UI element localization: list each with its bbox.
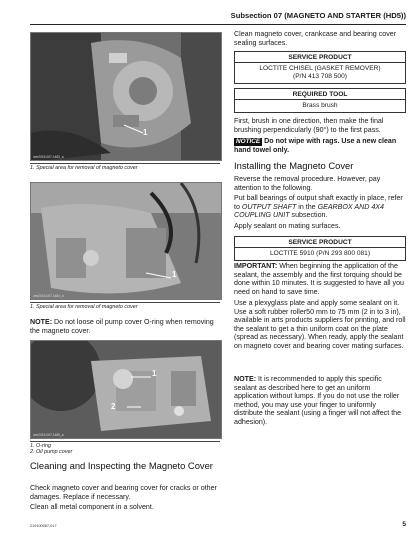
figure-3-callout-2: 2 [111, 402, 116, 411]
right-note-text: It is recommended to apply this specific sealant as described here to get an uniform application without lumps. If you do not use the roller method, you may use your finger to uniformly distribute the sealant (using a finger will not affect the adhesion). [234, 375, 402, 426]
left-note [30, 318, 222, 335]
page-header: Subsection 07 (MAGNETO AND STARTER (HD5)) [230, 11, 406, 20]
table-3-header: SERVICE PRODUCT [235, 237, 405, 248]
required-tool-table [234, 88, 406, 113]
cleaning-p1: Check magneto cover and bearing cover for cracks or other damages. Replace if necessary. [30, 484, 217, 501]
table-1-row-1: LOCTITE CHISEL (GASKET REMOVER) [259, 65, 381, 72]
table-1-row [235, 63, 405, 83]
figure-1-caption: 1. Special area for removal of magneto cover [30, 165, 138, 171]
figure-2-id: vmr2015-007-1484_a [33, 294, 64, 298]
table-2-row-1: Brass brush [302, 102, 338, 109]
notice-badge: NOTICE [236, 138, 261, 145]
pull-text-e: subsection. [289, 211, 328, 220]
plexyglass-text: Use a plexyglass plate and apply some sealant on it. Use a soft rubber roller50 mm to 75 mm (2 in to 3 in), available in arts products suppliers for printing, and roll the sealant to get a thin uniform coat on the plate (spread as necessary). When ready, apply the sealant on magneto cover and bearing cover mating surfaces. [234, 299, 406, 350]
output-shaft-link[interactable]: OUTPUT SHAFT [241, 202, 297, 211]
table-1-header: SERVICE PRODUCT [235, 52, 405, 63]
service-product-table-2 [234, 236, 406, 261]
important-body: When beginning the application of the sealant, the assembly and the first torquing should be done within 10 minutes. It is suggested to have all you need on hand to save time. [234, 262, 404, 296]
notice-text: Do not wipe with rags. Use a new clean hand towel only. [234, 137, 397, 154]
table-3-row-1: LOCTITE 5910 (P/N 293 800 081) [269, 250, 371, 257]
cleaning-heading: Cleaning and Inspecting the Magneto Cover [30, 460, 213, 471]
figure-3-caption-1: 1. O-ring [30, 443, 51, 449]
left-note-text: Do not loose oil pump cover O-ring when removing the magneto cover. [30, 318, 214, 335]
figure-2-callout: 1 [172, 270, 177, 279]
figure-2-caption-rule [30, 302, 220, 303]
gearbox-link[interactable]: GEARBOX AND 4X4 COUPLING UNIT [234, 202, 384, 220]
right-note-label: NOTE: [234, 375, 257, 383]
figure-3-caption-2: 2. Oil pump cover [30, 449, 73, 455]
figure-1-callout: 1 [143, 128, 148, 137]
figure-3-photo [30, 340, 222, 439]
notice [234, 137, 406, 155]
header-rule [30, 24, 406, 25]
clean-surfaces-text: Clean magneto cover, crankcase and bearing cover sealing surfaces. [234, 30, 397, 47]
figure-1-caption-rule [30, 163, 220, 164]
page-number: 5 [402, 521, 406, 528]
pull-text-a: Put ball bearings of output shaft exactly in place, refer to [234, 194, 403, 211]
service-product-table-1 [234, 51, 406, 84]
pull-text-c: in the [296, 202, 318, 211]
cleaning-p2: Clean all metal component in a solvent. [30, 503, 154, 511]
figure-3-caption-rule [30, 441, 220, 442]
brush-text: First, brush in one direction, then make the final brushing perpendicularly (90°) to the first pass. [234, 117, 384, 134]
footer-doc-number: 219100967-017 [30, 524, 57, 528]
right-note [234, 375, 406, 427]
important-label: IMPORTANT: [234, 262, 278, 270]
reverse-text: Reverse the removal procedure. However, pay attention to the following. [234, 175, 381, 192]
figure-1-id: vmr2015-007-1483_a [33, 155, 64, 159]
pull-bearings-text [234, 194, 406, 220]
figure-2-photo [30, 182, 222, 300]
table-1-row-2: (P/N 413 708 500) [293, 73, 347, 80]
figure-3-callout-1: 1 [152, 369, 157, 378]
installing-heading: Installing the Magneto Cover [234, 160, 354, 171]
figure-3-id: vmr2015-007-1485_a [33, 433, 64, 437]
apply-sealant-text: Apply sealant on mating surfaces. [234, 222, 341, 230]
important-text [234, 262, 406, 296]
figure-2-caption: 1. Special area for removal of magneto cover [30, 304, 138, 310]
figure-1-photo [30, 32, 222, 161]
table-2-header: REQUIRED TOOL [235, 89, 405, 100]
left-note-label: NOTE: [30, 318, 53, 326]
